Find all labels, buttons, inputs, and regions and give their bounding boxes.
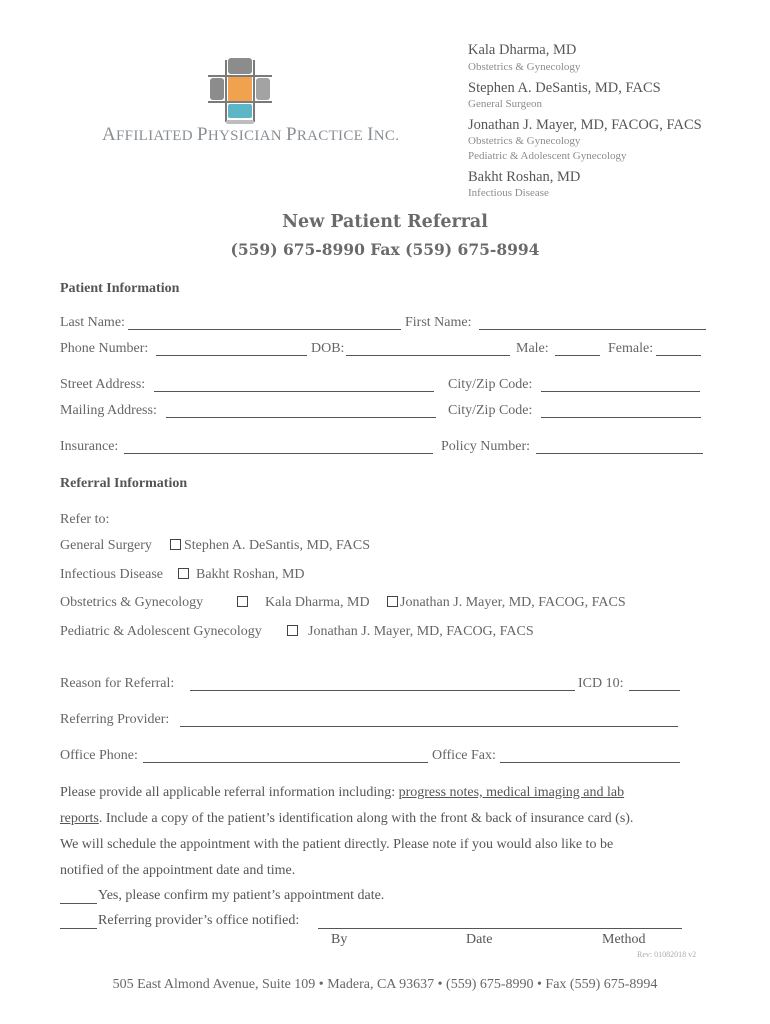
office-phone-label: Office Phone:	[60, 748, 138, 763]
reason-field[interactable]	[190, 690, 575, 691]
doctor-name: Kala Dharma, MD	[468, 42, 577, 58]
obgyn-label: Obstetrics & Gynecology	[60, 595, 204, 610]
infectious-disease-label: Infectious Disease	[60, 567, 164, 582]
peds-gyn-label: Pediatric & Adolescent Gynecology	[60, 624, 262, 639]
city-zip-label: City/Zip Code:	[448, 403, 533, 418]
mailing-field[interactable]	[166, 417, 436, 418]
form-subtitle: (559) 675-8990 Fax (559) 675-8994	[230, 240, 540, 259]
mayer-peds-checkbox[interactable]	[287, 625, 298, 636]
insurance-label: Insurance:	[60, 439, 119, 454]
doctor-specialty: Obstetrics & Gynecology	[468, 135, 581, 147]
notified-blank[interactable]	[60, 928, 97, 929]
female-label: Female:	[608, 341, 654, 356]
mayer-label: Jonathan J. Mayer, MD, FACOG, FACS	[400, 595, 626, 610]
method-label: Method	[602, 932, 646, 947]
mayer-checkbox[interactable]	[387, 596, 398, 607]
confirm-blank[interactable]	[60, 903, 97, 904]
instructions-line-3: We will schedule the appointment with the patient directly. Please note if you would also like to be	[60, 837, 614, 852]
instructions-line-1: Please provide all applicable referral information including: progress notes, medical imaging and lab	[60, 785, 625, 800]
reason-label: Reason for Referral:	[60, 676, 175, 691]
doctor-specialty: Obstetrics & Gynecology	[468, 61, 581, 73]
dob-label: DOB:	[311, 341, 345, 356]
desantis-label: Stephen A. DeSantis, MD, FACS	[184, 538, 371, 553]
referral-info-heading: Referral Information	[60, 476, 188, 491]
general-surgery-label: General Surgery	[60, 538, 152, 553]
doctor-specialty: General Surgeon	[468, 98, 543, 110]
last-name-field[interactable]	[128, 329, 401, 330]
doctor-specialty: Pediatric & Adolescent Gynecology	[468, 150, 627, 162]
street-label: Street Address:	[60, 377, 146, 392]
instructions-line-4: notified of the appointment date and time.	[60, 863, 296, 878]
icd-label: ICD 10:	[578, 676, 624, 691]
doctor-specialty: Infectious Disease	[468, 187, 549, 199]
referring-provider-label: Referring Provider:	[60, 712, 170, 727]
male-field[interactable]	[555, 355, 600, 356]
insurance-field[interactable]	[124, 453, 433, 454]
dharma-checkbox[interactable]	[237, 596, 248, 607]
mailing-city-zip-field[interactable]	[541, 417, 701, 418]
roshan-label: Bakht Roshan, MD	[196, 567, 305, 582]
referring-provider-field[interactable]	[180, 726, 678, 727]
doctor-name: Bakht Roshan, MD	[468, 169, 581, 185]
notified-field[interactable]	[318, 928, 682, 929]
footer-address: 505 East Almond Avenue, Suite 109 • Madera, CA 93637 • (559) 675-8990 • Fax (559) 675-8994	[112, 977, 658, 992]
city-zip-field[interactable]	[541, 391, 700, 392]
practice-name: AFFILIATED PHYSICIAN PRACTICE INC.	[102, 124, 400, 145]
doctor-name: Stephen A. DeSantis, MD, FACS	[468, 80, 661, 96]
first-name-label: First Name:	[405, 315, 472, 330]
notified-label: Referring provider’s office notified:	[98, 913, 300, 928]
revision-label: Rev: 01082018 v2	[637, 950, 697, 959]
last-name-label: Last Name:	[60, 315, 125, 330]
by-label: By	[331, 932, 348, 947]
phone-label: Phone Number:	[60, 341, 149, 356]
first-name-field[interactable]	[479, 329, 706, 330]
icd-field[interactable]	[629, 690, 680, 691]
desantis-checkbox[interactable]	[170, 539, 181, 550]
policy-field[interactable]	[536, 453, 703, 454]
mailing-label: Mailing Address:	[60, 403, 157, 418]
confirm-label: Yes, please confirm my patient’s appointment date.	[98, 888, 385, 903]
dharma-label: Kala Dharma, MD	[265, 595, 370, 610]
city-zip-label: City/Zip Code:	[448, 377, 533, 392]
office-phone-field[interactable]	[143, 762, 428, 763]
doctor-name: Jonathan J. Mayer, MD, FACOG, FACS	[468, 117, 702, 133]
refer-to-label: Refer to:	[60, 512, 110, 527]
mayer-peds-label: Jonathan J. Mayer, MD, FACOG, FACS	[308, 624, 534, 639]
roshan-checkbox[interactable]	[178, 568, 189, 579]
policy-label: Policy Number:	[441, 439, 531, 454]
street-field[interactable]	[154, 391, 434, 392]
date-label: Date	[466, 932, 493, 947]
office-fax-field[interactable]	[500, 762, 680, 763]
female-field[interactable]	[656, 355, 701, 356]
instructions-line-2: reports. Include a copy of the patient’s identification along with the front & back of insurance card (s).	[60, 811, 634, 826]
practice-logo-icon	[206, 56, 276, 128]
dob-field[interactable]	[346, 355, 510, 356]
phone-field[interactable]	[156, 355, 307, 356]
male-label: Male:	[516, 341, 549, 356]
office-fax-label: Office Fax:	[432, 748, 496, 763]
form-title: New Patient Referral	[282, 212, 488, 232]
patient-info-heading: Patient Information	[60, 281, 180, 296]
